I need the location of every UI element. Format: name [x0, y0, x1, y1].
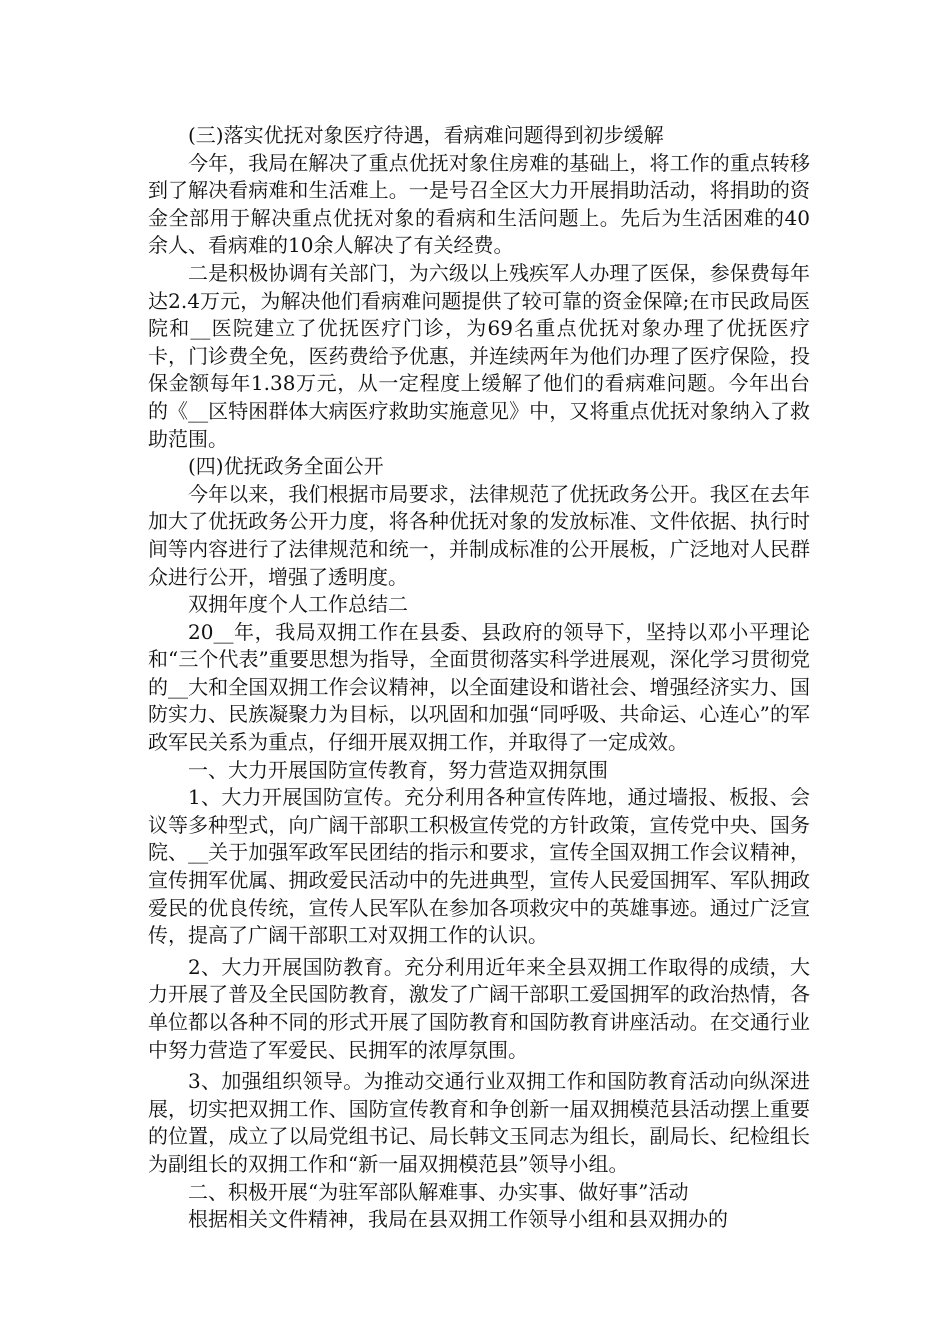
paragraph: 二是积极协调有关部门，为六级以上残疾军人办理了医保，参保费每年达2.4万元，为解决他们看病难问题提供了较可靠的资金保障;在市民政局医院和__医院建立了优抚医疗门诊，为69名重点优抚对象办理了优抚医疗卡，门诊费全免，医药费给予优惠，并连续两年为他们办理了医疗保险，投保金额每年1.38万元，从一定程度上缓解了他们的看病难问题。今年出台的《__区特困群体大病医疗救助实施意见》中，又将重点优抚对象纳入了救助范围。 [148, 260, 810, 451]
paragraph: 根据相关文件精神，我局在县双拥工作领导小组和县双拥办的 [188, 1207, 728, 1232]
paragraph: 3、加强组织领导。为推动交通行业双拥工作和国防教育活动向纵深进展，切实把双拥工作、国防宣传教育和争创新一届双拥模范县活动摆上重要的位置，成立了以局党组书记、局长韩文玉同志为组长，副局长、纪检组长为副组长的双拥工作和“新一届双拥模范县”领导小组。 [148, 1069, 810, 1176]
section-heading-4: (四)优抚政务全面公开 [188, 454, 384, 479]
paragraph: 20__年，我局双拥工作在县委、县政府的领导下，坚持以邓小平理论和“三个代表”重要思想为指导，全面贯彻落实科学进展观，深化学习贯彻党的__大和全国双拥工作会议精神，以全面建设和谐社会、增强经济实力、国防实力、民族凝聚力为目标，以巩固和加强“同呼吸、共命运、心连心”的军政军民关系为重点，仔细开展双拥工作，并取得了一定成效。 [148, 619, 810, 755]
document-subtitle: 双拥年度个人工作总结二 [188, 592, 408, 617]
section-heading-two: 二、积极开展“为驻军部队解难事、办实事、做好事”活动 [188, 1179, 689, 1204]
paragraph: 今年，我局在解决了重点优抚对象住房难的基础上，将工作的重点转移到了解决看病难和生活难上。一是号召全区大力开展捐助活动，将捐助的资金全部用于解决重点优抚对象的看病和生活问题上。先后为生活困难的40余人、看病难的10余人解决了有关经费。 [148, 150, 810, 258]
section-heading-3: (三)落实优抚对象医疗待遇，看病难问题得到初步缓解 [188, 123, 664, 147]
paragraph: 2、大力开展国防教育。充分利用近年来全县双拥工作取得的成绩，大力开展了普及全民国防教育，激发了广阔干部职工爱国拥军的政治热情，各单位都以各种不同的形式开展了国防教育和国防教育讲座活动。在交通行业中努力营造了军爱民、民拥军的浓厚氛围。 [148, 954, 810, 1062]
document-body [148, 122, 810, 1234]
paragraph: 1、大力开展国防宣传。充分利用各种宣传阵地，通过墙报、板报、会议等多种型式，向广阔干部职工积极宣传党的方针政策，宣传党中央、国务院、__关于加强军政军民团结的指示和要求，宣传全国双拥工作会议精神，宣传拥军优属、拥政爱民活动中的先进典型，宣传人民爱国拥军、军队拥政爱民的优良传统，宣传人民军队在参加各项救灾中的英雄事迹。通过广泛宣传，提高了广阔干部职工对双拥工作的认识。 [148, 785, 810, 948]
section-heading-one: 一、大力开展国防宣传教育，努力营造双拥氛围 [188, 757, 608, 782]
paragraph: 今年以来，我们根据市局要求，法律规范了优抚政务公开。我区在去年加大了优抚政务公开力度，将各种优抚对象的发放标准、文件依据、执行时间等内容进行了法律规范和统一，并制成标准的公开展板，广泛地对人民群众进行公开，增强了透明度。 [148, 481, 810, 589]
